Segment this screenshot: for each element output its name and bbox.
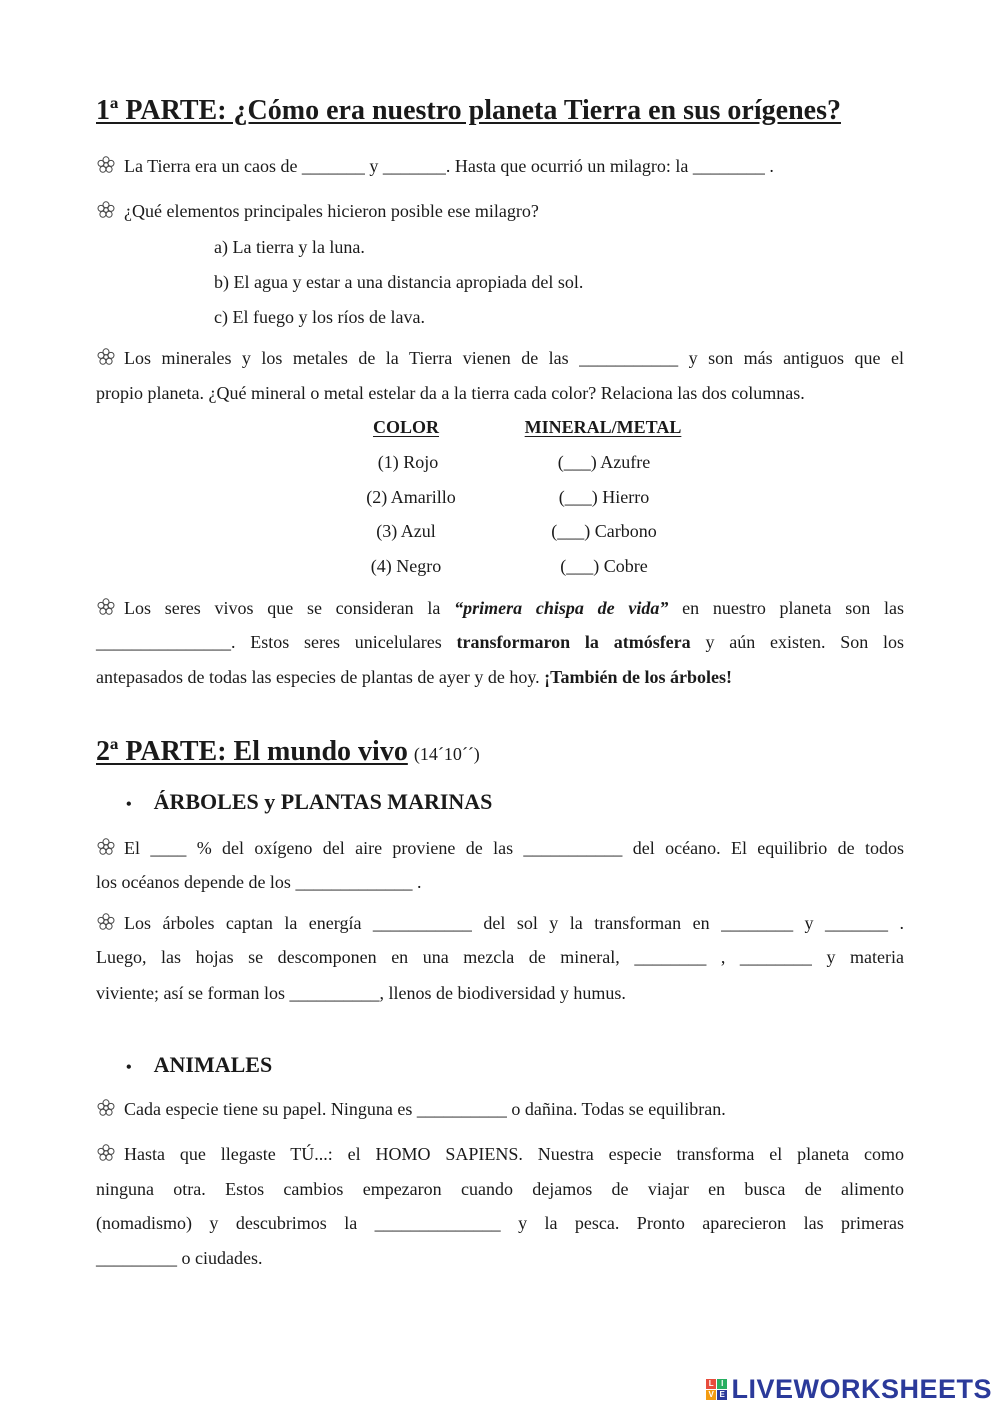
liveworksheets-logo[interactable] xyxy=(706,1371,992,1407)
color-column-header: COLOR xyxy=(372,417,440,437)
first-spark-of-life: “primera chispa de vida” xyxy=(454,598,669,618)
s2-question-1 xyxy=(96,1098,726,1120)
question-4-line-3-a: antepasados de todas las especies de plantas de ayer y de hoy. xyxy=(96,667,540,687)
color-item: (3) Azul xyxy=(376,521,436,541)
question-3-line-2: propio planeta. ¿Qué mineral o metal estelar da a la tierra cada color? Relaciona las dos columnas. xyxy=(96,383,805,403)
question-4-line-1 xyxy=(96,597,904,619)
color-item: (1) Rojo xyxy=(377,452,439,472)
flower-bullet-icon xyxy=(96,347,116,367)
s2-question-2-line-2: ninguna otra. Estos cambios empezaron cuando dejamos de viajar en busca de alimento xyxy=(96,1179,904,1199)
flower-bullet-icon xyxy=(96,200,116,220)
logo-letter: V xyxy=(706,1390,716,1400)
flower-bullet-icon xyxy=(96,597,116,617)
question-2-text: ¿Qué elementos principales hicieron posible ese milagro? xyxy=(124,201,539,221)
mineral-item[interactable]: (___) Cobre xyxy=(560,556,648,576)
logo-letter: I xyxy=(717,1379,727,1389)
logo-letter: L xyxy=(706,1379,716,1389)
question-3-text-1: Los minerales y los metales de la Tierra vienen de las ___________ y son más antiguos que el xyxy=(124,348,904,368)
s2-question-2-line-1 xyxy=(96,1143,904,1165)
section-trees-marine-plants: • ÁRBOLES y PLANTAS MARINAS xyxy=(126,789,493,814)
s2-question-2-line-3: (nomadismo) y descubrimos la ______________ y la pesca. Pronto aparecieron las primeras xyxy=(96,1213,904,1233)
flower-bullet-icon xyxy=(96,155,116,175)
mineral-column-header: MINERAL/METAL xyxy=(524,417,682,437)
question-1-text: La Tierra era un caos de _______ y _______. Hasta que ocurrió un milagro: la ________ . xyxy=(124,156,774,176)
flower-bullet-icon xyxy=(96,1143,116,1163)
flower-bullet-icon xyxy=(96,837,116,857)
question-2 xyxy=(96,200,539,222)
s1-question-1-line-2: los océanos depende de los _____________ . xyxy=(96,872,422,892)
flower-bullet-icon xyxy=(96,912,116,932)
option-b[interactable]: b) El agua y estar a una distancia apropiada del sol. xyxy=(214,272,584,292)
option-c[interactable]: c) El fuego y los ríos de lava. xyxy=(214,307,425,327)
s1-question-2-text: Los árboles captan la energía ___________ del sol y la transforman en ________ y _______ . xyxy=(124,913,904,933)
question-4-line-3 xyxy=(96,667,732,688)
question-4-line-2-a: _______________. Estos seres unicelulares xyxy=(96,632,442,652)
section-1-title: ÁRBOLES y PLANTAS MARINAS xyxy=(153,789,493,814)
s1-question-2-line-1 xyxy=(96,912,904,934)
s1-question-1-text: El ____ % del oxígeno del aire proviene de las ___________ del océano. El equilibrio de todos xyxy=(124,838,904,858)
s2-question-2-text: Hasta que llegaste TÚ...: el HOMO SAPIENS. Nuestra especie transforma el planeta como xyxy=(124,1144,904,1164)
mineral-item[interactable]: (___) Carbono xyxy=(551,521,657,541)
part2-time: (14´10´´) xyxy=(413,744,480,764)
also-trees: ¡También de los árboles! xyxy=(544,667,733,687)
section-animals: • ANIMALES xyxy=(126,1052,273,1077)
s1-question-2-line-3: viviente; así se forman los __________, llenos de biodiversidad y humus. xyxy=(96,983,626,1003)
question-1 xyxy=(96,155,774,177)
transformed-atmosphere: transformaron la atmósfera xyxy=(456,632,691,652)
logo-text: LIVEWORKSHEETS xyxy=(731,1373,992,1404)
question-4-line-2 xyxy=(96,632,904,653)
question-3-line-1 xyxy=(96,347,904,369)
part1-title: 1ª PARTE: ¿Cómo era nuestro planeta Tierra en sus orígenes? xyxy=(96,95,841,126)
s1-question-2-line-2: Luego, las hojas se descomponen en una mezcla de mineral, ________ , ________ y materia xyxy=(96,947,904,967)
question-4-line-2-c: y aún existen. Son los xyxy=(705,632,904,652)
logo-letter: E xyxy=(717,1390,727,1400)
flower-bullet-icon xyxy=(96,1098,116,1118)
liveworksheets-logo-icon xyxy=(706,1379,727,1400)
question-4-text-c: en nuestro planeta son las xyxy=(682,598,905,618)
s2-question-2-line-4: _________ o ciudades. xyxy=(96,1248,263,1268)
part2-title xyxy=(96,736,480,768)
mineral-item[interactable]: (___) Hierro xyxy=(558,487,650,507)
section-2-title: ANIMALES xyxy=(153,1052,273,1077)
part2-title-text: 2ª PARTE: El mundo vivo xyxy=(96,736,408,767)
color-item: (4) Negro xyxy=(370,556,442,576)
s2-question-1-text: Cada especie tiene su papel. Ninguna es __________ o dañina. Todas se equilibran. xyxy=(124,1099,726,1119)
s1-question-1-line-1 xyxy=(96,837,904,859)
question-4-text-a: Los seres vivos que se consideran la xyxy=(124,598,441,618)
color-item: (2) Amarillo xyxy=(366,487,456,507)
mineral-item[interactable]: (___) Azufre xyxy=(557,452,651,472)
option-a[interactable]: a) La tierra y la luna. xyxy=(214,237,365,257)
